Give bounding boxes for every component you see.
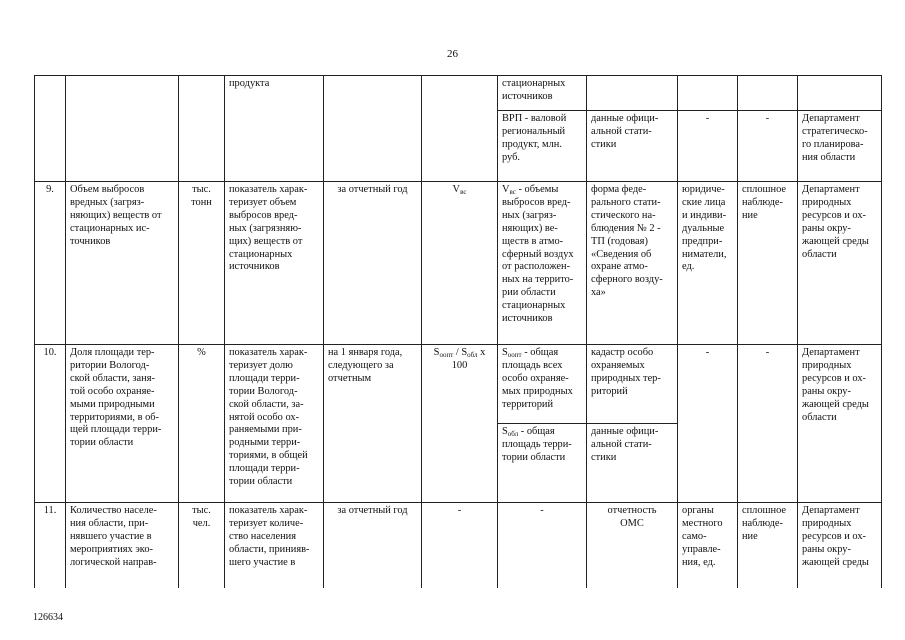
cell-respondents: -: [678, 111, 738, 182]
cell-source: [587, 76, 678, 111]
cell-variable: ВРП - валовой региональный продукт, млн. руб.: [498, 111, 587, 182]
indicators-table: [34, 75, 882, 588]
cell-source: данные офици- альной стати- стики: [587, 424, 678, 503]
cell-source: данные офици- альной стати- стики: [587, 111, 678, 182]
cell-responsible: Департамент природных ресурсов и ох- раны окру- жающей среды области: [798, 182, 882, 345]
cell-method: сплошное наблюде- ние: [738, 503, 798, 588]
cell-respondents: юридиче- ские лица и индиви- дуальные предпри- ниматели, ед.: [678, 182, 738, 345]
cell-formula: $V_{вс}$: [422, 182, 498, 345]
cell-responsible: [798, 76, 882, 111]
cell-unit: %: [179, 345, 225, 503]
cell-definition: показатель харак- теризует долю площади терри- тории Вологод- ской области, за- нятой особо ох- раняемыми при- родными терри- ториями, в общей площади терри- тории области: [225, 345, 324, 503]
cell-responsible: Департамент природных ресурсов и ох- раны окру- жающей среды: [798, 503, 882, 588]
page-number: 26: [447, 48, 458, 60]
cell-num: [35, 76, 66, 182]
cell-num: 9.: [35, 182, 66, 345]
cell-method: [738, 76, 798, 111]
cell-definition: продукта: [225, 76, 324, 182]
cell-unit: тыс. чел.: [179, 503, 225, 588]
cell-responsible: Департамент природных ресурсов и ох- раны окру- жающей среды области: [798, 345, 882, 503]
cell-period: [324, 76, 422, 182]
table-row-11: [35, 503, 882, 588]
cell-period: за отчетный год: [324, 503, 422, 588]
cell-respondents: органы местного само- управле- ния, ед.: [678, 503, 738, 588]
cell-unit: [179, 76, 225, 182]
cell-method: -: [738, 111, 798, 182]
cell-num: 11.: [35, 503, 66, 588]
cell-formula: $S_{оопт} / S_{обл}$ x 100: [422, 345, 498, 503]
cell-period: на 1 января года, следующего за отчетным: [324, 345, 422, 503]
table-row-9: [35, 182, 882, 345]
cell-respondents: [678, 76, 738, 111]
cell-variable: -: [498, 503, 587, 588]
cell-variable: $V_{вс}$ - объемы выбросов вред- ных (загряз- няющих) ве- ществ в атмо- сферный воздух от расположен- ных на террито- рии области стационарных источников: [498, 182, 587, 345]
cell-num: 10.: [35, 345, 66, 503]
table-row-10: [35, 345, 882, 424]
cell-definition: показатель харак- теризует объем выбросов вред- ных (загрязняю- щих) веществ от стационарных источников: [225, 182, 324, 345]
document-code: 126634: [33, 612, 63, 623]
cell-variable: $S_{оопт}$ - общая площадь всех особо охраняе- мых природных территорий: [498, 345, 587, 424]
cell-responsible: Департамент стратегическо- го планирова- ния области: [798, 111, 882, 182]
cell-period: за отчетный год: [324, 182, 422, 345]
cell-formula: [422, 76, 498, 182]
cell-name: Объем выбросов вредных (загряз- няющих) веществ от стационарных ис- точников: [66, 182, 179, 345]
cell-method: -: [738, 345, 798, 503]
table-row-continued: [35, 76, 882, 111]
cell-source: отчетность ОМС: [587, 503, 678, 588]
cell-source: форма феде- рального стати- стического на- блюдения № 2 - ТП (годовая) «Сведения об охране атмо- сферного возду- ха»: [587, 182, 678, 345]
cell-respondents: -: [678, 345, 738, 503]
cell-formula: -: [422, 503, 498, 588]
cell-unit: тыс. тонн: [179, 182, 225, 345]
cell-variable: стационарных источников: [498, 76, 587, 111]
cell-name: Количество населе- ния области, при- нявшего участие в мероприятиях эко- логической направ-: [66, 503, 179, 588]
cell-source: кадастр особо охраняемых природных тер- риторий: [587, 345, 678, 424]
cell-definition: показатель харак- теризует количе- ство населения области, принияв- шего участие в: [225, 503, 324, 588]
cell-name: Доля площади тер- ритории Вологод- ской области, заня- той особо охраняе- мыми природными территориями, в об- щей площади терри- тории области: [66, 345, 179, 503]
cell-method: сплошное наблюде- ние: [738, 182, 798, 345]
cell-name: [66, 76, 179, 182]
cell-variable: $S_{обл}$ - общая площадь терри- тории области: [498, 424, 587, 503]
